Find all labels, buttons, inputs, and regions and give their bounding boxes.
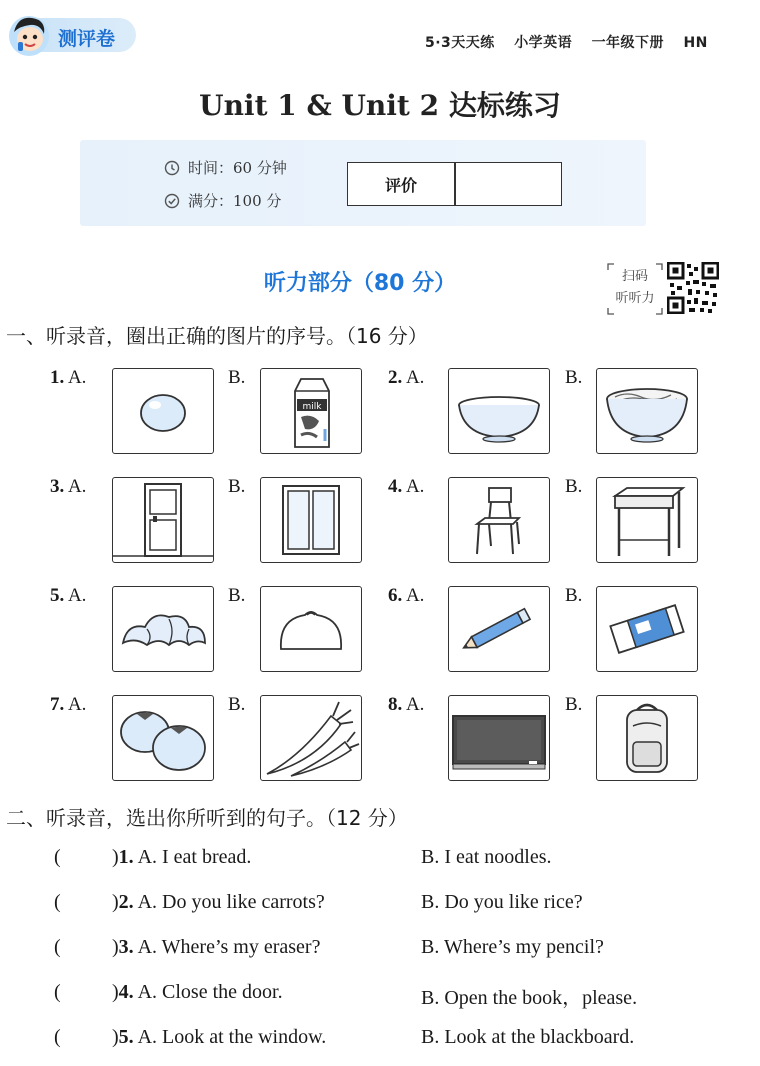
sentence-option-b: B. Where’s my pencil? [421, 936, 604, 958]
q2-item-label [112, 936, 320, 959]
paren-open: ( [54, 981, 61, 1003]
option-desk[interactable] [596, 477, 698, 563]
q1-item-6-a-label [388, 585, 424, 607]
grade-label: 一年级下册 [591, 35, 665, 51]
option-a-label: A. [405, 476, 425, 497]
question-2-title: 二、听录音，选出你所听到的句子。（12 分） [6, 806, 408, 830]
answer-blank[interactable] [66, 934, 110, 960]
sentence-option-a: A. Do you like carrots? [137, 891, 325, 913]
time-label: 时间：60 分钟 [188, 159, 287, 177]
q2-item-label [112, 891, 325, 914]
option-door[interactable] [112, 477, 214, 563]
option-carrot[interactable] [260, 695, 362, 781]
bun-icon [261, 587, 361, 671]
q2-item-number: 2. [118, 891, 134, 913]
q2-item-number: 4. [118, 981, 134, 1003]
scan-line1: 扫码 [621, 269, 648, 284]
q1-item-7-a-label [50, 694, 86, 716]
sentence-option-a: A. Look at the window. [137, 1026, 327, 1048]
option-a-label: A. [405, 367, 425, 388]
option-bowl[interactable] [448, 368, 550, 454]
bowl-icon [449, 369, 549, 453]
paren-open: ( [54, 936, 61, 958]
scan-line2: 听听力 [615, 291, 655, 306]
eraser-icon [597, 587, 697, 671]
sentence-option-a: A. Close the door. [137, 981, 283, 1003]
q2-item-number: 1. [118, 846, 134, 868]
mascot-icon [6, 12, 52, 58]
sentence-option-b: B. I eat noodles. [421, 846, 552, 868]
option-a-label: A. [67, 585, 87, 606]
page-title: Unit 1 & Unit 2 达标练习 [199, 89, 561, 122]
paren-close: ) [112, 936, 119, 958]
sentence-option-b: B. Do you like rice? [421, 891, 583, 913]
option-eraser[interactable] [596, 586, 698, 672]
answer-blank[interactable] [66, 1024, 110, 1050]
svg-text:milk: milk [302, 402, 322, 412]
option-croissant[interactable] [112, 586, 214, 672]
q2-item-label [112, 1026, 326, 1049]
desk-icon [597, 478, 697, 562]
qr-code-icon[interactable] [667, 262, 719, 314]
series-label: 5·3天天练 [425, 35, 495, 51]
answer-blank[interactable] [66, 889, 110, 915]
q1-item-7-b-label: B. [228, 694, 246, 715]
answer-blank[interactable] [66, 979, 110, 1005]
pencil-icon [449, 587, 549, 671]
q1-item-number: 7. [50, 694, 65, 715]
option-schoolbag[interactable] [596, 695, 698, 781]
paren-open: ( [54, 891, 61, 913]
clock-icon [164, 160, 180, 176]
section-title: 听力部分（80 分） [263, 271, 457, 296]
q1-item-number: 1. [50, 367, 65, 388]
q1-item-6-b-label: B. [565, 585, 583, 606]
q1-item-4-b-label: B. [565, 476, 583, 497]
q2-item-number: 3. [118, 936, 134, 958]
window-icon [261, 478, 361, 562]
egg-icon [113, 369, 213, 453]
paren-open: ( [54, 846, 61, 868]
croissant-icon [113, 587, 213, 671]
q1-item-number: 6. [388, 585, 403, 606]
score-label: 满分：100 分 [188, 192, 282, 210]
q1-item-3-b-label: B. [228, 476, 246, 497]
option-tomato[interactable] [112, 695, 214, 781]
paren-close: ) [112, 891, 119, 913]
option-milk[interactable] [260, 368, 362, 454]
option-noodles[interactable] [596, 368, 698, 454]
carrot-icon [261, 696, 361, 780]
door-icon [113, 478, 213, 562]
noodles-icon [597, 369, 697, 453]
q1-item-2-b-label: B. [565, 367, 583, 388]
sentence-option-b: B. Open the book，please. [421, 987, 638, 1009]
q1-item-5-b-label: B. [228, 585, 246, 606]
sentence-option-a: A. I eat bread. [137, 846, 252, 868]
option-bun[interactable] [260, 586, 362, 672]
q1-item-8-a-label [388, 694, 424, 716]
q1-item-8-b-label: B. [565, 694, 583, 715]
option-a-label: A. [67, 367, 87, 388]
sentence-option-b: B. Look at the blackboard. [421, 1026, 635, 1048]
check-icon [164, 193, 180, 209]
paren-close: ) [112, 846, 119, 868]
paren-close: ) [112, 1026, 119, 1048]
scan-hint [606, 262, 664, 316]
schoolbag-icon [597, 696, 697, 780]
q1-item-number: 2. [388, 367, 403, 388]
paren-close: ) [112, 981, 119, 1003]
sentence-option-a: A. Where’s my eraser? [137, 936, 321, 958]
q1-item-number: 3. [50, 476, 65, 497]
option-a-label: A. [405, 694, 425, 715]
evaluation-box [347, 162, 562, 206]
subject-label: 小学英语 [514, 35, 573, 51]
option-a-label: A. [405, 585, 425, 606]
evaluation-field[interactable] [456, 163, 561, 205]
paren-open: ( [54, 1026, 61, 1048]
option-egg[interactable] [112, 368, 214, 454]
option-chair[interactable] [448, 477, 550, 563]
tomato-icon [113, 696, 213, 780]
q1-item-4-a-label [388, 476, 424, 498]
q1-item-2-a-label [388, 367, 424, 389]
option-a-label: A. [67, 694, 87, 715]
q2-item-label [112, 981, 283, 1004]
q1-item-1-a-label [50, 367, 86, 389]
q1-item-number: 5. [50, 585, 65, 606]
q1-item-1-b-label: B. [228, 367, 246, 388]
q2-item-label [112, 846, 251, 869]
edition-label: HN [683, 35, 708, 51]
answer-blank[interactable] [66, 844, 110, 870]
option-pencil[interactable] [448, 586, 550, 672]
q1-item-number: 4. [388, 476, 403, 497]
milk-icon [261, 369, 361, 453]
badge-label: 测评卷 [58, 28, 116, 50]
header-info [425, 32, 708, 52]
q1-item-5-a-label [50, 585, 86, 607]
question-1-title: 一、听录音，圈出正确的图片的序号。（16 分） [6, 324, 428, 348]
chair-icon [449, 478, 549, 562]
evaluation-label: 评价 [384, 176, 417, 195]
q2-item-number: 5. [118, 1026, 134, 1048]
blackboard-icon [449, 696, 549, 780]
option-blackboard[interactable] [448, 695, 550, 781]
option-window[interactable] [260, 477, 362, 563]
option-a-label: A. [67, 476, 87, 497]
q1-item-3-a-label [50, 476, 86, 498]
q1-item-number: 8. [388, 694, 403, 715]
